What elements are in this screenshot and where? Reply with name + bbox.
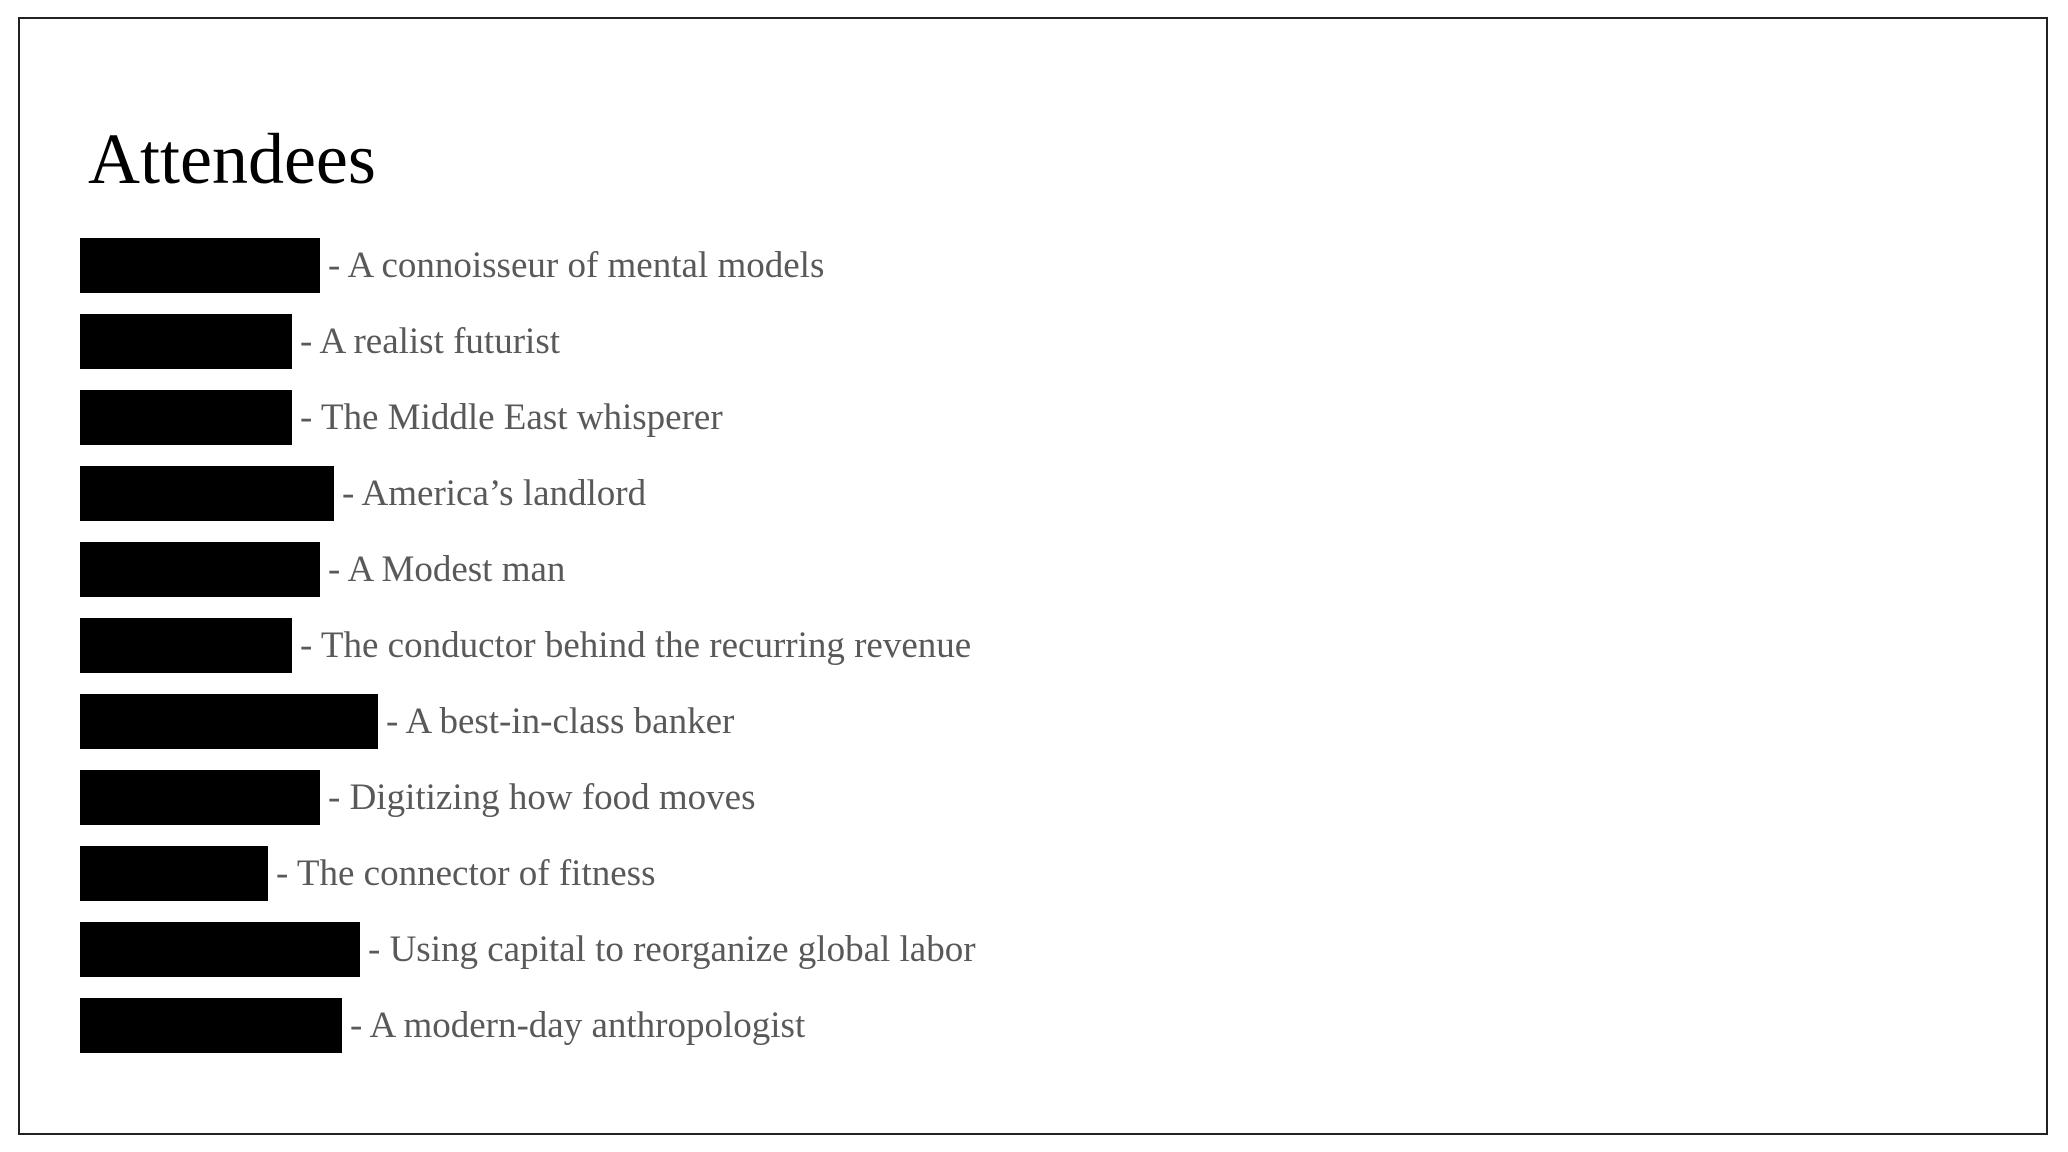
attendee-description: - The Middle East whisperer	[300, 397, 723, 438]
slide-frame	[18, 17, 2048, 1135]
attendee-row	[80, 390, 976, 466]
attendee-description: - The conductor behind the recurring revenue	[300, 625, 972, 666]
attendee-row	[80, 542, 976, 618]
attendee-description: - A best-in-class banker	[386, 701, 735, 742]
attendee-description: - America’s landlord	[342, 473, 647, 514]
attendee-row	[80, 466, 976, 542]
attendee-row	[80, 314, 976, 390]
attendee-description: - A Modest man	[328, 549, 566, 590]
attendee-row	[80, 998, 976, 1074]
redacted-name-block	[80, 542, 320, 597]
redacted-name-block	[80, 238, 320, 293]
attendee-description: - Using capital to reorganize global labor	[368, 929, 976, 970]
attendee-row	[80, 922, 976, 998]
slide-title: Attendees	[88, 119, 376, 199]
redacted-name-block	[80, 390, 292, 445]
attendee-description: - A modern-day anthropologist	[350, 1005, 806, 1046]
redacted-name-block	[80, 694, 378, 749]
redacted-name-block	[80, 922, 360, 977]
redacted-name-block	[80, 998, 342, 1053]
redacted-name-block	[80, 466, 334, 521]
redacted-name-block	[80, 770, 320, 825]
attendee-description: - A connoisseur of mental models	[328, 245, 825, 286]
attendee-row	[80, 694, 976, 770]
attendee-row	[80, 846, 976, 922]
attendee-row	[80, 238, 976, 314]
redacted-name-block	[80, 846, 268, 901]
attendee-list	[80, 238, 976, 1074]
attendee-row	[80, 770, 976, 846]
attendee-description: - Digitizing how food moves	[328, 777, 756, 818]
redacted-name-block	[80, 618, 292, 673]
attendee-description: - A realist futurist	[300, 321, 560, 362]
attendee-description: - The connector of fitness	[276, 853, 656, 894]
attendee-row	[80, 618, 976, 694]
redacted-name-block	[80, 314, 292, 369]
